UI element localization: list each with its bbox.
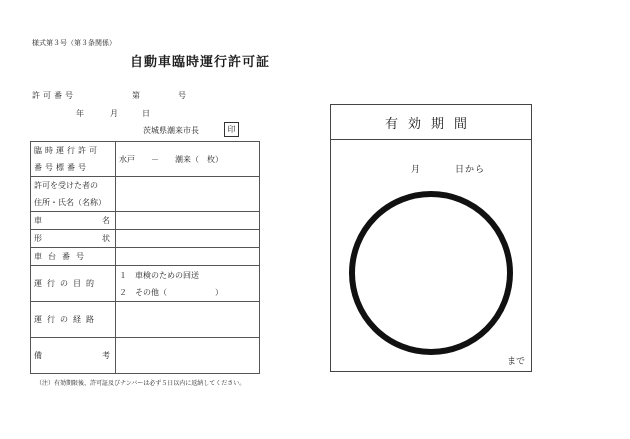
label-route: 運行の経路 (31, 302, 116, 338)
permit-number-dai: 第 (132, 91, 140, 100)
permit-number-label: 許可番号 (32, 91, 76, 100)
validity-heading: 有効期間 (331, 105, 531, 140)
value-chassis-number[interactable] (116, 248, 260, 266)
value-purpose[interactable] (116, 266, 260, 302)
date-day: 日 (142, 109, 150, 118)
table-row (31, 230, 260, 248)
table-row (31, 177, 260, 212)
purpose-option-2[interactable]: ２ その他（ ） (119, 287, 223, 297)
table-row (31, 142, 260, 177)
permit-info-table (30, 141, 260, 374)
validity-circle (349, 191, 513, 355)
label-purpose: 運行の目的 (31, 266, 116, 302)
date-year: 年 (76, 109, 84, 118)
label-remarks: 備 考 (31, 338, 116, 374)
purpose-option-1[interactable]: １ 車検のための回送 (119, 270, 199, 280)
document-title: 自動車臨時運行許可証 (130, 55, 271, 70)
table-row (31, 302, 260, 338)
label-vehicle-shape: 形 状 (31, 230, 116, 248)
footnote: （注）有効期限後、許可証及びナンバーは必ず５日以内に返納してください。 (36, 380, 246, 387)
value-permittee[interactable] (116, 177, 260, 212)
value-remarks[interactable] (116, 338, 260, 374)
value-vehicle-name[interactable] (116, 212, 260, 230)
table-row (31, 338, 260, 374)
validity-month: 月 (411, 165, 421, 175)
seal-box: 印 (224, 122, 239, 137)
issuer-name: 茨城県潮来市長 (143, 126, 199, 135)
validity-card (330, 104, 532, 372)
value-route[interactable] (116, 302, 260, 338)
label-permittee: 許可を受けた者の 住所・氏名（名称） (31, 177, 116, 212)
label-chassis-number: 車台番号 (31, 248, 116, 266)
table-row (31, 212, 260, 230)
form-number-note: 様式第３号（第３条関係） (32, 39, 116, 47)
table-row (31, 248, 260, 266)
validity-until: まで (506, 357, 525, 367)
value-plate-number[interactable]: 水戸 － 潮来（ 枚） (116, 142, 260, 177)
label-vehicle-name: 車 名 (31, 212, 116, 230)
validity-from: 日から (455, 165, 486, 175)
table-row (31, 266, 260, 302)
permit-number-go: 号 (178, 91, 186, 100)
label-plate-number: 臨時運行許可 番号標番号 (31, 142, 116, 177)
value-vehicle-shape[interactable] (116, 230, 260, 248)
date-month: 月 (110, 109, 118, 118)
